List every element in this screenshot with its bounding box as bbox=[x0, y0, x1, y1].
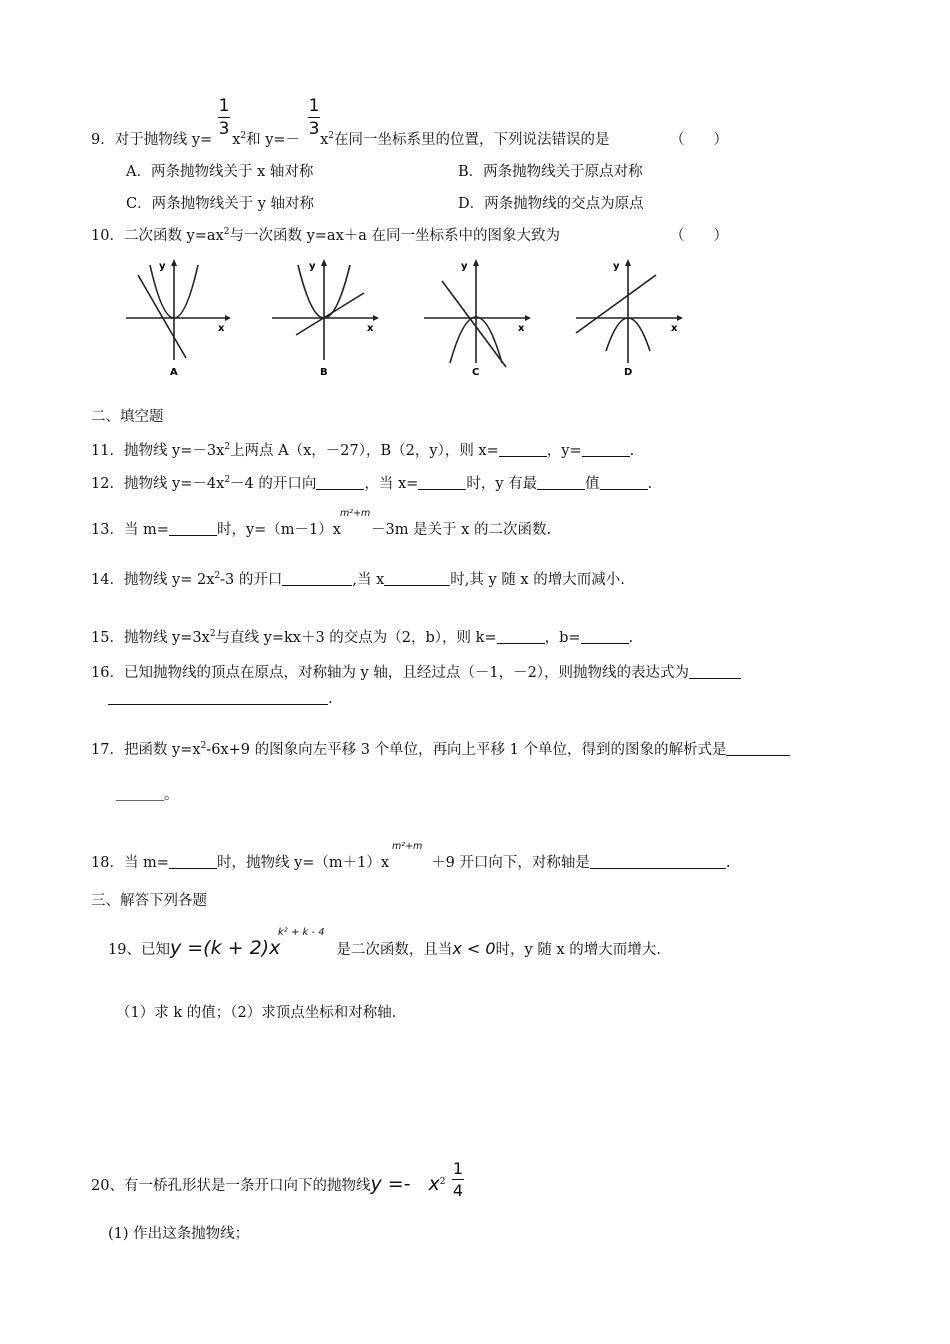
q19-subquestions: （1）求 k 的值；（2）求顶点坐标和对称轴. bbox=[116, 1005, 397, 1021]
blank bbox=[418, 475, 466, 490]
blank bbox=[169, 521, 217, 536]
graph-label-d: D bbox=[624, 367, 633, 378]
q19-exponent: k² + k - 4 bbox=[278, 927, 325, 938]
blank bbox=[497, 629, 545, 644]
blank bbox=[169, 854, 217, 869]
x-axis-label: x bbox=[518, 323, 525, 334]
q13: 13．当 m= 时，y=（m－1）x －3m 是关于 x 的二次函数. bbox=[91, 522, 552, 538]
q19-formula: y =(k + 2)x bbox=[169, 937, 281, 959]
blank bbox=[499, 442, 547, 457]
q18: 18．当 m= 时，抛物线 y=（m＋1）x ＋9 开口向下，对称轴是 . bbox=[91, 855, 731, 871]
q9-option-b: B．两条抛物线关于原点对称 bbox=[458, 164, 643, 180]
blank bbox=[316, 475, 364, 490]
q14: 14．抛物线 $y= 2x^2-3$ 的开口 ,当 x 时,其 y 随 x 的增大而减小. bbox=[91, 571, 625, 588]
q9-answer-paren: （ ） bbox=[670, 132, 728, 148]
q10-graph-c bbox=[420, 255, 540, 380]
q11: 11．抛物线 $y=-3x^2$上两点 A（x，－27），B（2，y），则 x= ，y= . bbox=[91, 442, 635, 459]
q20-formula-rhs: x bbox=[428, 1173, 440, 1195]
q20-fraction: 1 4 bbox=[452, 1159, 464, 1200]
blank bbox=[600, 475, 648, 490]
blank bbox=[282, 571, 352, 586]
q18-exponent: m²+m bbox=[392, 841, 423, 852]
q10-stem: 10．二次函数 $y=ax^2$与一次函数 y=ax＋a 在同一坐标系中的图象大致为 bbox=[91, 227, 560, 244]
graph-label-c: C bbox=[472, 367, 480, 378]
q17-continued: 。 bbox=[116, 783, 179, 804]
q10-graph-a bbox=[120, 255, 240, 380]
q19-condition: x < 0 bbox=[452, 939, 496, 958]
y-axis-label: y bbox=[309, 261, 316, 272]
graph-label-b: B bbox=[320, 367, 328, 378]
y-axis-label: y bbox=[613, 261, 620, 272]
x-axis-label: x bbox=[671, 323, 678, 334]
q20: 20、有一桥孔形状是一条开口向下的抛物线$y =- x^2$ bbox=[91, 1173, 446, 1195]
q9-option-d: D．两条抛物线的交点为原点 bbox=[458, 196, 644, 212]
blank bbox=[384, 571, 450, 586]
q10-graph-d bbox=[572, 255, 692, 380]
blank bbox=[726, 741, 790, 756]
blank bbox=[590, 854, 726, 869]
q9-option-a: A．两条抛物线关于 x 轴对称 bbox=[126, 164, 314, 180]
blank bbox=[108, 690, 328, 705]
q15: 15．抛物线 $y=3x^2$与直线 y=kx＋3 的交点为（2，b），则 k= ，b= . bbox=[91, 629, 634, 646]
blank bbox=[116, 786, 164, 801]
q10-graph-b bbox=[268, 255, 388, 380]
q16-continued: . bbox=[108, 690, 333, 707]
q19: 19、已知y =(k + 2)x 是二次函数，且当x < 0时，y 随 x 的增大而增大. bbox=[108, 937, 661, 959]
q9-option-c: C．两条抛物线关于 y 轴对称 bbox=[126, 196, 315, 212]
q12: 12．抛物线 $y=-4x^2-4$ 的开口向 ，当 x= 时，y 有最 值 . bbox=[91, 475, 653, 492]
q9-fraction-2: 1 3 bbox=[308, 96, 320, 139]
q20-subquestion-1: (1) 作出这条抛物线； bbox=[108, 1226, 250, 1242]
q16: 16．已知抛物线的顶点在原点，对称轴为 y 轴，且经过点（－1，－2），则抛物线的表达式为 bbox=[91, 661, 741, 682]
blank bbox=[537, 475, 585, 490]
section-heading-solve: 三、解答下列各题 bbox=[91, 893, 207, 909]
x-axis-label: x bbox=[218, 323, 225, 334]
y-axis-label: y bbox=[461, 261, 468, 272]
x-axis-label: x bbox=[367, 323, 374, 334]
blank bbox=[689, 664, 741, 679]
q10-answer-paren: （ ） bbox=[670, 228, 728, 244]
blank bbox=[582, 442, 630, 457]
q13-exponent: m²+m bbox=[340, 508, 371, 519]
blank bbox=[581, 629, 629, 644]
graph-label-a: A bbox=[170, 367, 178, 378]
q20-formula-lhs: y =- bbox=[370, 1173, 411, 1195]
q17: 17．把函数 $y=x^2-6x+9$ 的图象向左平移 3 个单位，再向上平移 1 个单位，得到的图象的解析式是 bbox=[91, 738, 790, 759]
y-axis-label: y bbox=[159, 261, 166, 272]
q9-fraction-1: 1 3 bbox=[218, 96, 230, 139]
q9-stem: 9．对于抛物线 $y= x^2$和 $y=- x^2$在同一坐标系里的位置，下列说法错误的是 bbox=[91, 131, 610, 148]
section-heading-fill-in: 二、填空题 bbox=[91, 409, 164, 425]
